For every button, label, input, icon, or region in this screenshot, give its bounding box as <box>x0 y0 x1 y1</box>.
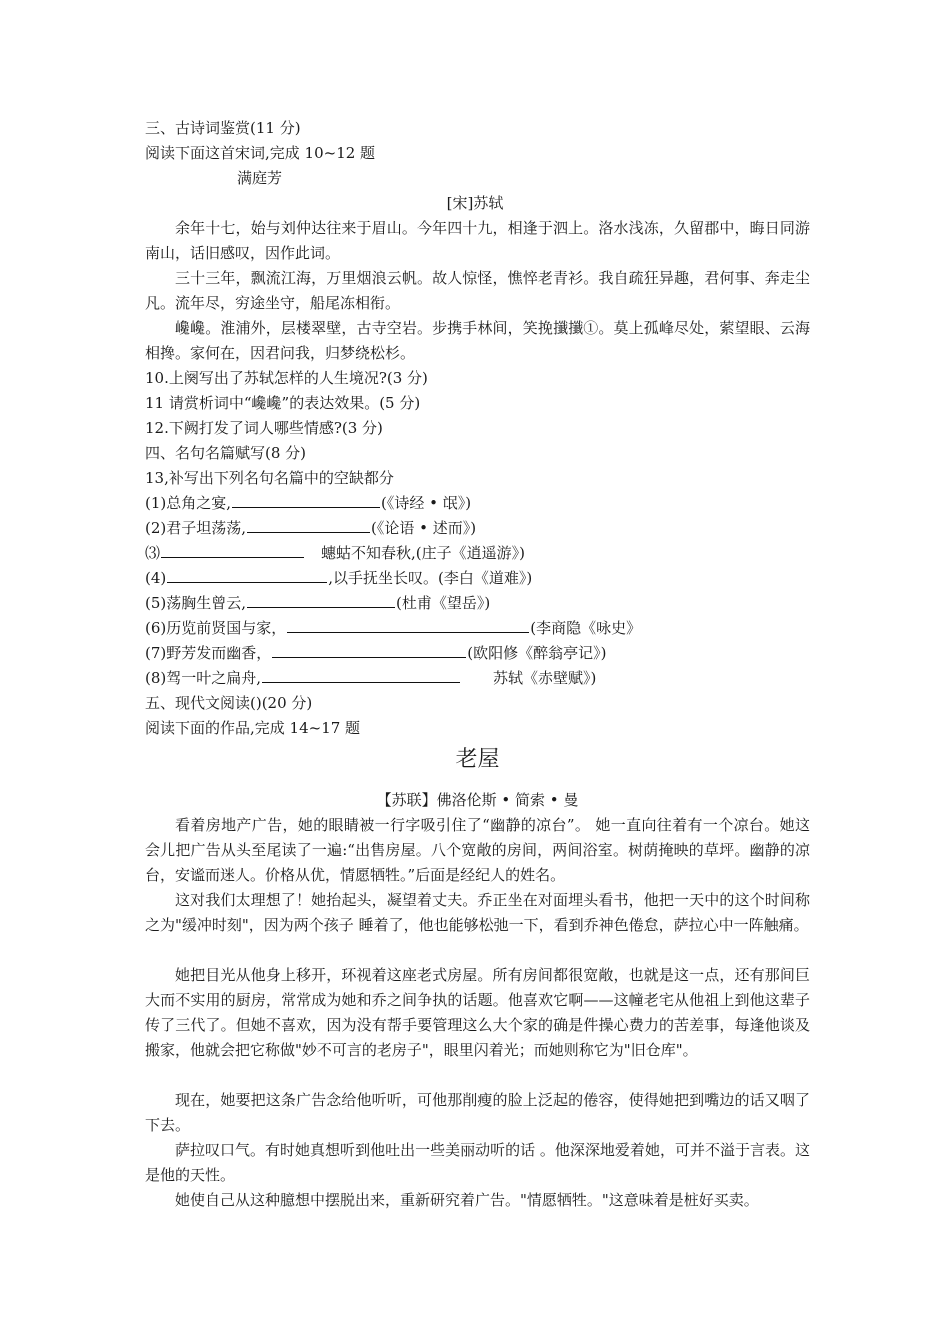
fill-item-prefix: (1)总角之宴, <box>145 494 232 512</box>
fill-item-3 <box>145 541 810 566</box>
story-paragraph-1: 看着房地产广告，她的眼睛被一行字吸引住了“幽静的凉台”。 她一直向往着有一个凉台。她这会儿把广告从头至尾读了一遍:“出售房屋。八个宽敞的房间，两间浴室。树荫掩映的草坪。幽静的凉台，安谧而迷人。价格从优，情愿牺牲。”后面是经纪人的姓名。 <box>145 816 810 884</box>
section3-heading: 三、古诗词鉴赏(11 分) <box>145 119 301 137</box>
question-12: 12.下阙打发了词人哪些情感?(3 分) <box>145 419 383 437</box>
story-paragraph-5: 萨拉叹口气。有时她真想听到他吐出一些美丽动听的话 。他深深地爱着她，可并不溢于言表。这是他的天性。 <box>145 1141 810 1184</box>
fill-item-source: (李商隐《咏史》 <box>530 619 642 637</box>
fill-item-source: (欧阳修《醉翁亭记》) <box>467 644 607 662</box>
story-author: 【苏联】佛洛伦斯 • 简索 • 曼 <box>376 791 579 809</box>
poem-stanza-2: 巉巉。淮浦外，层楼翠壁，古寺空岩。步携手林间，笑挽攕攕①。莫上孤峰尽处，萦望眼、云海相搀。家何在，因君问我，归梦绕松杉。 <box>145 319 810 362</box>
answer-blank[interactable] <box>161 541 304 558</box>
question-11: 11 请赏析词中“巉巉”的表达效果。(5 分) <box>145 394 421 412</box>
section5-heading: 五、现代文阅读()(20 分) <box>145 694 313 712</box>
question-13: 13,补写出下列名句名篇中的空缺都分 <box>145 469 394 487</box>
fill-item-6 <box>145 616 810 641</box>
poem-preface: 余年十七，始与刘仲达往来于眉山。今年四十九，相逢于泗上。洛水浅冻，久留郡中，晦日同游南山，话旧感叹，因作此词。 <box>145 219 810 262</box>
fill-item-source: (《诗经 • 氓》) <box>381 494 472 512</box>
section5-instruction: 阅读下面的作品,完成 14~17 题 <box>145 719 361 737</box>
fill-item-4 <box>145 566 810 591</box>
story-paragraph-4: 现在，她要把这条广告念给他听听，可他那削瘦的脸上泛起的倦容，使得她把到嘴边的话又咽了下去。 <box>145 1091 810 1134</box>
fill-item-source: 苏轼《赤壁赋》) <box>493 669 597 687</box>
section4-heading: 四、名句名篇赋写(8 分) <box>145 444 307 462</box>
fill-item-prefix: (2)君子坦荡荡, <box>145 519 247 537</box>
answer-blank[interactable] <box>232 491 380 508</box>
answer-blank[interactable] <box>272 641 466 658</box>
answer-blank[interactable] <box>262 666 460 683</box>
story-paragraph-3: 她把目光从他身上移开，环视着这座老式房屋。所有房间都很宽敞，也就是这一点，还有那间巨大而不实用的厨房，常常成为她和乔之间争执的话题。他喜欢它啊——这幢老宅从他祖上到他这辈子传了三代了。但她不喜欢，因为没有帮手要管理这么大个家的确是件操心费力的苦差事，每逢他谈及搬家，他就会把它称做"妙不可言的老房子"，眼里闪着光；而她则称它为"旧仓库"。 <box>145 966 810 1059</box>
fill-item-8 <box>145 666 810 691</box>
answer-blank[interactable] <box>247 591 395 608</box>
fill-item-source: (杜甫《望岳》) <box>396 594 491 612</box>
fill-item-5 <box>145 591 810 616</box>
fill-item-prefix: (7)野芳发而幽香， <box>145 644 272 662</box>
fill-item-2 <box>145 516 810 541</box>
story-title: 老屋 <box>455 747 500 772</box>
fill-item-source: ,以手抚坐长叹。(李白《道难》) <box>328 569 533 587</box>
answer-blank[interactable] <box>287 616 529 633</box>
answer-blank[interactable] <box>167 566 327 583</box>
fill-item-prefix: (8)驾一叶之扁舟, <box>145 669 262 687</box>
fill-item-source: (《论语 • 述而》) <box>371 519 477 537</box>
fill-item-source: 蟪蛄不知春秋,(庄子《逍遥游》) <box>321 544 525 562</box>
fill-item-prefix: ⑶ <box>145 544 161 562</box>
story-paragraph-6: 她使自己从这种臆想中摆脱出来，重新研究着广告。"情愿牺牲。"这意味着是桩好买卖。 <box>175 1191 759 1209</box>
fill-item-prefix: (4) <box>145 569 167 587</box>
question-10: 10.上阕写出了苏轼怎样的人生境况?(3 分) <box>145 369 428 387</box>
poem-author: [宋]苏轼 <box>446 194 504 212</box>
answer-blank[interactable] <box>247 516 370 533</box>
fill-item-7 <box>145 641 810 666</box>
story-paragraph-2: 这对我们太理想了！她抬起头，凝望着丈夫。乔正坐在对面埋头看书，他把一天中的这个时间称之为"缓冲时刻"，因为两个孩子 睡着了，他也能够松弛一下，看到乔神色倦怠，萨拉心中一阵触痛。 <box>145 891 810 934</box>
section3-instruction: 阅读下面这首宋词,完成 10~12 题 <box>145 144 376 162</box>
fill-item-1 <box>145 491 810 516</box>
fill-item-prefix: (6)历览前贤国与家， <box>145 619 287 637</box>
poem-stanza-1: 三十三年，飘流江海，万里烟浪云帆。故人惊怪，憔悴老青衫。我自疏狂异趣，君何事、奔走尘凡。流年尽，穷途坐守，船尾冻相衔。 <box>145 269 810 312</box>
fill-item-prefix: (5)荡胸生曾云, <box>145 594 247 612</box>
poem-title: 满庭芳 <box>237 169 283 187</box>
